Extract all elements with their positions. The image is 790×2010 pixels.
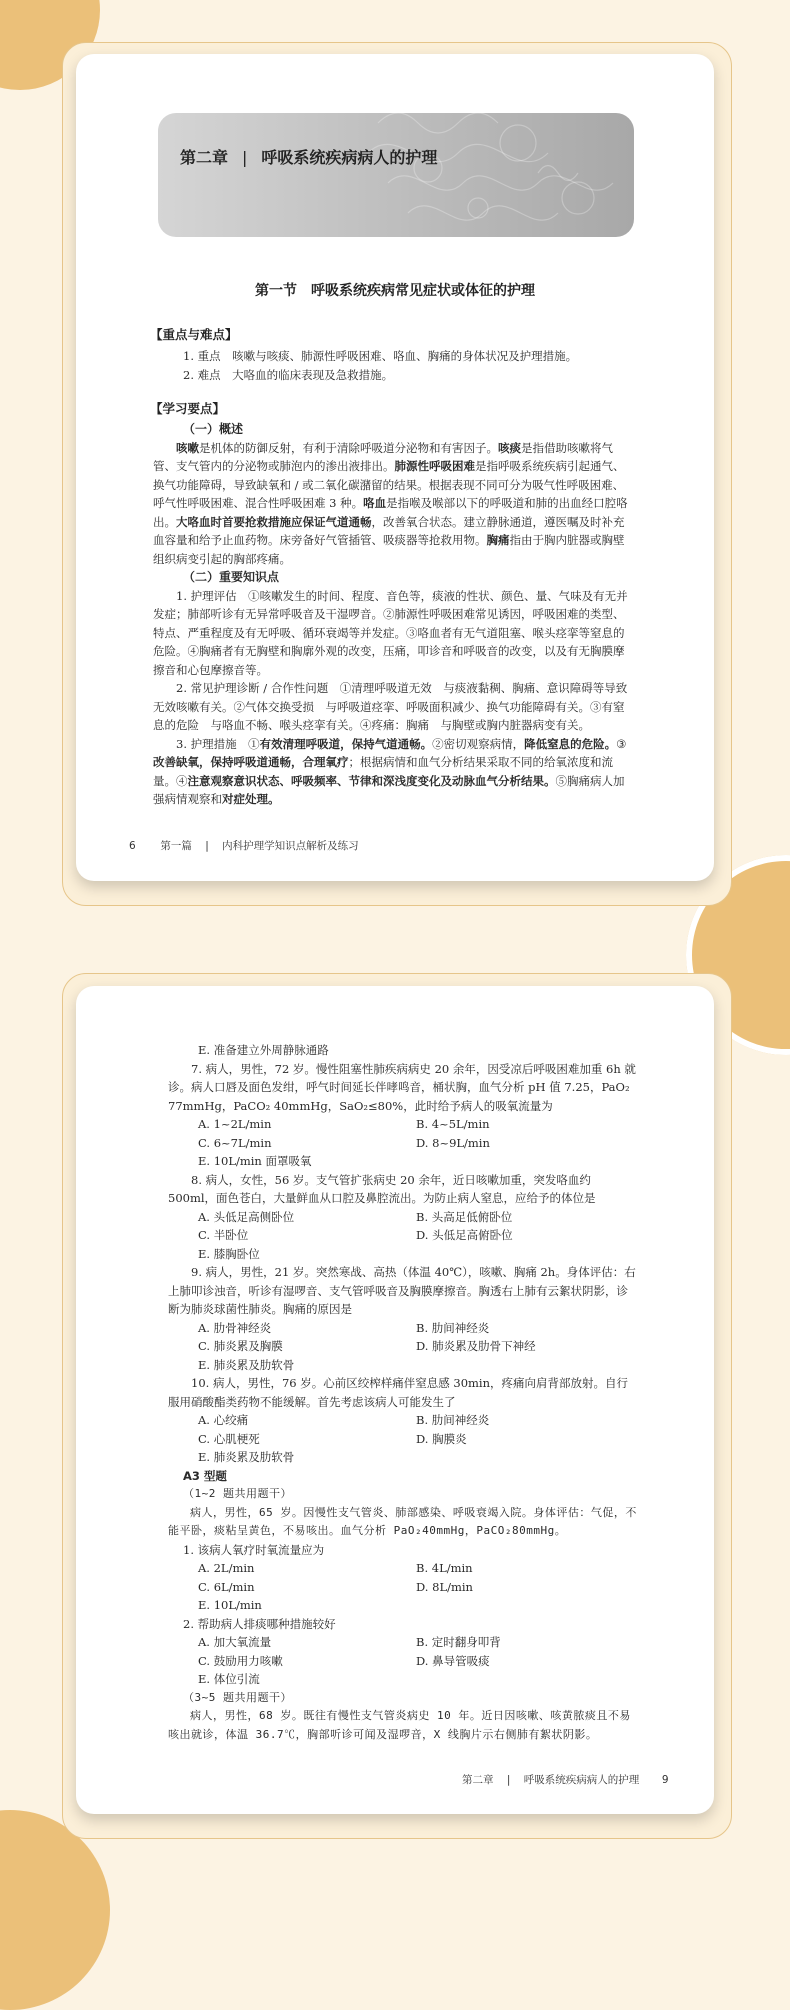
option-row — [168, 1134, 638, 1153]
page-number: 9 — [661, 1774, 669, 1786]
option: C. 6L/min — [198, 1579, 255, 1594]
chapter-banner — [158, 113, 634, 237]
chapter-separator: | — [242, 148, 248, 167]
option: A. 心绞痛 — [198, 1413, 249, 1427]
page2-footer — [462, 1772, 669, 1787]
k3-part-d: ③ — [616, 736, 627, 751]
knowledge-title: （二）重要知识点 — [183, 570, 280, 584]
question-stem: 8. 病人，女性，56 岁。支气管扩张病史 20 余年，近日咳嗽加重，突发咯血约 500ml，面色苍白，大量鲜血从口腔及鼻腔流出。为防止病人窒息，应给予的体位是 — [168, 1172, 596, 1205]
term-sputum-desc: 是指借助咳嗽将气管、支气管内的分泌物或肺泡内的渗出液排出。 — [153, 440, 613, 473]
footer-part: 第一篇 — [160, 840, 192, 852]
k3-bold-4: 注意观察意识状态、呼吸频率、节律和深浅度变化及动脉血气分析结果。 — [187, 773, 556, 788]
option: A. 1~2L/min — [198, 1117, 272, 1131]
chapter-number: 第二章 — [180, 148, 229, 167]
term-massive-hemoptysis: 大咯血时首要抢救措施应保证气道通畅 — [176, 514, 372, 529]
option-row — [168, 1208, 638, 1227]
section-title: 第一节 呼吸系统疾病常见症状或体征的护理 — [255, 283, 535, 299]
page1-footer — [129, 838, 359, 853]
option: D. 鼻导管吸痰 — [416, 1653, 490, 1668]
k3-part-c: ②密切观察病情， — [432, 736, 525, 751]
option: D. 胸膜炎 — [416, 1431, 467, 1446]
shared-stem-label: （1~2 题共用题干） — [183, 1487, 292, 1500]
option-row — [168, 1559, 638, 1578]
option: C. 6~7L/min — [198, 1135, 272, 1150]
key-items — [183, 347, 623, 384]
footer-separator: | — [506, 1774, 511, 1786]
option: E. 10L/min 面罩吸氧 — [198, 1154, 312, 1168]
option-row — [168, 1226, 638, 1245]
term-cough: 咳嗽 — [176, 440, 199, 455]
term-sputum: 咳痰 — [498, 440, 521, 455]
option-row — [168, 1430, 638, 1449]
k3-bold-1: 有效清理呼吸道，保持气道通畅。 — [259, 736, 433, 751]
term-dyspnea-desc: 是指呼吸系统疾病引起通气、换气功能障碍，导致缺氧和 / 或二氧化碳潴留的结果。根据表现不同可分为吸气性呼吸困难、呼气性呼吸困难、混合性呼吸困难 3 种。 — [153, 459, 625, 510]
footer-chapter-title: 呼吸系统疾病病人的护理 — [523, 1774, 640, 1786]
term-dyspnea: 肺源性呼吸困难 — [394, 459, 475, 473]
overview-title: （一）概述 — [183, 422, 244, 436]
shared-stem: 病人，男性，65 岁。因慢性支气管炎、肺部感染、呼吸衰竭入院。身体评估：气促，不能平卧，痰粘呈黄色，不易咳出。血气分析 PaO₂40mmHg，PaCO₂80mmHg。 — [168, 1505, 637, 1537]
option: B. 4L/min — [416, 1561, 473, 1575]
option: E. 体位引流 — [198, 1672, 260, 1686]
option: C. 鼓励用力咳嗽 — [198, 1653, 283, 1668]
k3-bold-5: 对症处理。 — [222, 792, 280, 806]
option: E. 10L/min — [198, 1598, 262, 1612]
question-stem: 9. 病人，男性，21 岁。突然寒战、高热（体温 40℃），咳嗽、胸痛 2h。身体评估：右上肺叩诊浊音，听诊有湿啰音、支气管呼吸音及胸膜摩擦音。胸透右上肺有云絮状阴影，诊断为肺炎球菌性肺炎。胸痛的原因是 — [168, 1265, 636, 1316]
option: B. 4~5L/min — [416, 1117, 490, 1131]
option: C. 半卧位 — [198, 1228, 249, 1242]
k3-part-a: 3. 护理措施 ① — [176, 736, 260, 751]
question-stem: 1. 该病人氧疗时氧流量应为 — [183, 1542, 325, 1557]
option: A. 肋骨神经炎 — [198, 1320, 272, 1335]
page2-body — [168, 1041, 638, 1744]
term-massive-hemoptysis-desc: ，改善氧合状态。建立静脉通道，遵医嘱及时补充血容量和给予止血药物。床旁备好气管插管、吸痰器等抢救用物。 — [153, 514, 625, 547]
page-number: 6 — [129, 840, 136, 852]
option: C. 肺炎累及胸膜 — [198, 1339, 283, 1353]
question-stem: 7. 病人，男性，72 岁。慢性阻塞性肺疾病病史 20 余年，因受凉后呼吸困难加重 6h 就诊。病人口唇及面色发绀，呼气时间延长伴哮鸣音，桶状胸，血气分析 pH 值 7.25，PaO₂ 77mmHg，PaCO₂ 40mmHg，SaO₂≤80%，此时给予病人的吸氧流量为 — [168, 1061, 636, 1113]
key-item-2: 2. 难点 大咯血的临床表现及急救措施。 — [183, 367, 394, 382]
learning-points-header: 【学习要点】 — [150, 401, 226, 416]
chapter-name: 呼吸系统疾病病人的护理 — [261, 148, 438, 167]
option: D. 头低足高俯卧位 — [416, 1228, 513, 1242]
option: E. 膝胸卧位 — [198, 1246, 260, 1261]
term-hemoptysis-desc: 是指喉及喉部以下的呼吸道和肺的出血经口腔咯出。 — [153, 496, 628, 529]
shared-stem-label: （3~5 题共用题干） — [183, 1690, 292, 1704]
option: D. 8~9L/min — [416, 1135, 490, 1150]
learning-points-body — [153, 420, 633, 809]
k3-bold-2: 降低窒息的危险。 — [524, 736, 617, 751]
footer-separator: | — [205, 840, 209, 852]
option: E. 肺炎累及肋软骨 — [198, 1357, 295, 1372]
key-difficulty-header: 【重点与难点】 — [150, 327, 238, 342]
question-type-heading: A3 型题 — [183, 1468, 227, 1483]
shared-stem: 病人，男性，68 岁。既往有慢性支气管炎病史 10 年。近日因咳嗽、咳黄脓痰且不易咳出就诊，体温 36.7℃，胸部听诊可闻及湿啰音，X 线胸片示右侧肺有絮状阴影。 — [168, 1709, 631, 1741]
question-stem: 2. 帮助病人排痰哪种措施较好 — [183, 1616, 336, 1631]
option: E. 肺炎累及肋软骨 — [198, 1450, 295, 1464]
option: E. 准备建立外周静脉通路 — [198, 1043, 329, 1057]
option-row — [168, 1319, 638, 1338]
knowledge-point-3 — [153, 735, 633, 809]
option: A. 加大氧流量 — [198, 1635, 272, 1649]
option: C. 心肌梗死 — [198, 1431, 260, 1446]
option: B. 头高足低俯卧位 — [416, 1209, 513, 1224]
option: A. 2L/min — [198, 1561, 255, 1575]
option-row — [168, 1578, 638, 1597]
option-row — [168, 1411, 638, 1430]
k3-part-e: ；根据病情和血气分析结果采取不同的给氧浓度和流量。④ — [153, 755, 613, 788]
option: D. 8L/min — [416, 1579, 473, 1594]
option: B. 定时翻身叩背 — [416, 1635, 501, 1649]
k3-part-f: ⑤胸痛病人加强病情观察和 — [153, 773, 625, 806]
option: D. 肺炎累及肋骨下神经 — [416, 1339, 536, 1353]
option-row — [168, 1115, 638, 1134]
option-row — [168, 1652, 638, 1671]
question-stem: 10. 病人，男性，76 岁。心前区绞榨样痛伴窒息感 30min，疼痛向肩背部放射。自行服用硝酸酯类药物不能缓解。首先考虑该病人可能发生了 — [168, 1376, 629, 1409]
option-row — [168, 1633, 638, 1652]
decorative-circle-bottom-left — [0, 1810, 110, 2010]
footer-book-title: 内科护理学知识点解析及练习 — [222, 840, 359, 852]
knowledge-point-1: 1. 护理评估 ①咳嗽发生的时间、程度、音色等，痰液的性状、颜色、量、气味及有无并发症；肺部听诊有无异常呼吸音及干湿啰音。②肺源性呼吸困难常见诱因，呼吸困难的类型、特点、严重程度及有无呼吸、循环衰竭等并发症。③咯血者有无气道阻塞、喉头痉挛等窒息的危险。④胸痛者有无胸壁和胸廓外观的改变，压痛，叩诊音和呼吸音的改变，以及有无胸膜摩擦音和心包摩擦音等。 — [153, 588, 628, 677]
key-item-1: 1. 重点 咳嗽与咳痰、肺源性呼吸困难、咯血、胸痛的身体状况及护理措施。 — [183, 349, 578, 363]
option: B. 肋间神经炎 — [416, 1320, 490, 1335]
option: B. 肋间神经炎 — [416, 1413, 490, 1427]
term-cough-desc: 是机体的防御反射，有利于清除呼吸道分泌物和有害因子。 — [199, 440, 498, 455]
knowledge-point-2: 2. 常见护理诊断 / 合作性问题 ①清理呼吸道无效 与痰液黏稠、胸痛、意识障碍等导致无效咳嗽有关。②气体交换受损 与呼吸道痉挛、呼吸面积减少、换气功能障碍有关。③有窒息的危险 与咯血不畅、喉头痉挛有关。④疼痛：胸痛 与胸壁或胸内脏器病变有关。 — [153, 681, 628, 732]
k3-bold-3: 改善缺氧，保持呼吸道通畅，合理氧疗 — [153, 755, 349, 769]
overview-paragraph — [153, 439, 633, 569]
term-chest-pain: 胸痛 — [486, 533, 510, 547]
footer-chapter: 第二章 — [462, 1774, 494, 1786]
term-hemoptysis: 咯血 — [363, 496, 387, 510]
option: A. 头低足高侧卧位 — [198, 1209, 295, 1224]
chapter-title — [180, 145, 437, 168]
term-chest-pain-desc: 指由于胸内脏器或胸壁组织病变引起的胸部疼痛。 — [153, 533, 625, 566]
option-row — [168, 1337, 638, 1356]
